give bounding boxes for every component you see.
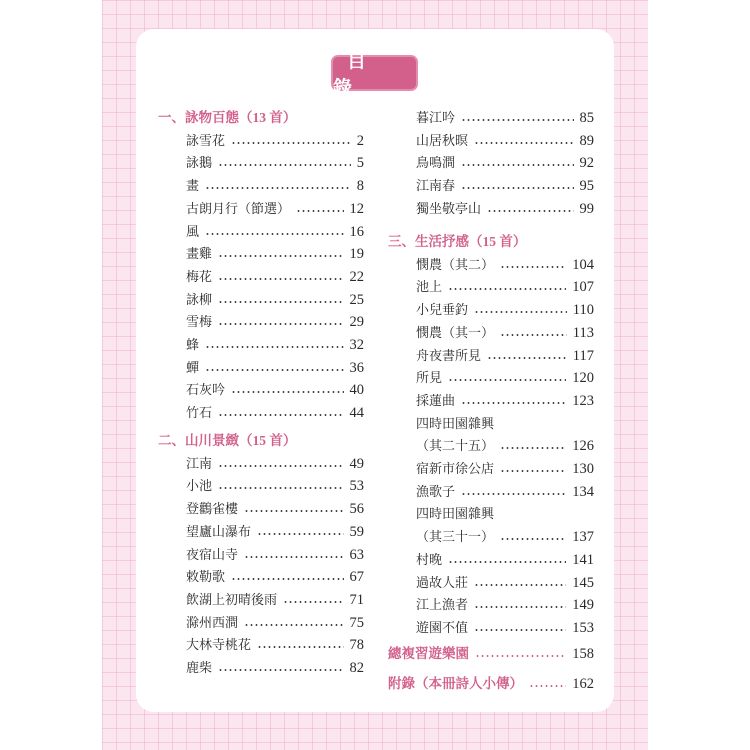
toc-entry: [416, 617, 594, 639]
toc-entry: [416, 276, 594, 298]
entry-title: 登鸛雀樓: [186, 501, 239, 517]
section-heading: 二、山川景緻（15 首）: [158, 433, 297, 448]
dot-leader: [244, 624, 343, 626]
toc-entry: [416, 152, 594, 174]
toc-title: 目 錄: [331, 55, 418, 91]
dot-leader: [461, 187, 573, 189]
toc-entry: [416, 322, 594, 344]
entry-title: 大林寺桃花: [186, 637, 252, 653]
entry-page-number: 120: [572, 370, 594, 387]
toc-entry: [416, 481, 594, 503]
entry-page-number: 63: [349, 546, 364, 563]
entry-title: 山居秋暝: [416, 132, 469, 148]
dot-leader: [244, 510, 343, 512]
dot-leader: [205, 346, 343, 348]
entry-page-number: 92: [579, 155, 594, 172]
toc-entry: [186, 379, 364, 401]
entry-page-number: 123: [572, 392, 594, 409]
entry-page-number: 5: [356, 155, 364, 172]
entry-title: 舟夜書所見: [416, 347, 482, 363]
dot-leader: [529, 685, 566, 687]
entry-page-number: 85: [579, 110, 594, 126]
entry-page-number: 56: [349, 501, 364, 518]
entry-page-number: 19: [349, 246, 364, 263]
dot-leader: [218, 465, 343, 467]
entry-page-number: 75: [349, 614, 364, 631]
toc-entry: [186, 289, 364, 311]
entry-title: 敕勒歌: [186, 569, 226, 585]
dot-leader: [500, 538, 566, 540]
entry-title: 畫雞: [186, 246, 213, 262]
toc-entry: [416, 299, 594, 321]
dot-leader: [500, 266, 566, 268]
entry-title: 夜宿山寺: [186, 546, 239, 562]
toc-entry: [416, 572, 594, 594]
toc-entry: [186, 589, 364, 611]
entry-title: 過故人莊: [416, 574, 469, 590]
toc-entry: [186, 521, 364, 543]
dot-leader: [500, 334, 567, 336]
toc-entry: [186, 266, 364, 288]
dot-leader: [244, 556, 343, 558]
entry-title: （其二十五）: [416, 438, 495, 454]
toc-entry: [416, 367, 594, 389]
entry-title: 鹿柴: [186, 660, 213, 675]
toc-entry: [186, 311, 364, 333]
dot-leader: [474, 629, 566, 631]
entry-page-number: 95: [579, 178, 594, 195]
toc-entry: [416, 198, 594, 220]
entry-title: 雪梅: [186, 314, 213, 330]
entry-title: 所見: [416, 370, 443, 386]
entry-page-number: 16: [349, 223, 364, 240]
entry-title: 江上漁者: [416, 597, 469, 613]
toc-entry: [186, 130, 364, 152]
entry-title: 遊園不值: [416, 619, 469, 635]
toc-entry: [186, 402, 364, 424]
dot-leader: [448, 379, 566, 381]
toc-entry: [186, 175, 364, 197]
entry-title: 四時田園雜興: [416, 415, 495, 431]
toc-entry: [186, 498, 364, 520]
entry-title: 飲湖上初晴後雨: [186, 591, 278, 607]
entry-page-number: 12: [349, 200, 364, 217]
dot-leader: [218, 669, 343, 671]
entry-page-number: 89: [579, 132, 594, 149]
entry-page-number: 137: [572, 529, 594, 546]
entry-page-number: 25: [349, 291, 364, 308]
entry-title: 蜂: [186, 337, 200, 352]
entry-title: （其三十一）: [416, 529, 495, 545]
entry-title: 池上: [416, 279, 443, 295]
dot-leader: [487, 210, 573, 212]
entry-title: 四時田園雜興: [416, 506, 495, 522]
entry-title: 採蓮曲: [416, 392, 456, 408]
entry-page-number: 107: [572, 279, 594, 296]
entry-title: 暮江吟: [416, 110, 456, 125]
dot-leader: [231, 391, 343, 393]
entry-page-number: 29: [349, 314, 364, 331]
dot-leader: [461, 493, 566, 495]
entry-title: 滁州西澗: [186, 614, 239, 630]
dot-leader: [218, 323, 343, 325]
dot-leader: [500, 447, 566, 449]
entry-page-number: 149: [572, 597, 594, 614]
section-heading: 三、生活抒感（15 首）: [388, 234, 527, 249]
entry-title: 江南春: [416, 178, 456, 194]
entry-page-number: 32: [349, 337, 364, 353]
toc-entry: [186, 634, 364, 656]
toc-entry: [186, 566, 364, 588]
toc-entry: [416, 175, 594, 197]
entry-page-number: 71: [349, 591, 364, 608]
entry-title: 蟬: [186, 359, 200, 375]
dot-leader: [461, 402, 566, 404]
dot-leader: [257, 646, 343, 648]
entry-page-number: 110: [572, 302, 594, 319]
toc-entry-appendix: [388, 673, 594, 695]
entry-page-number: 130: [572, 461, 594, 477]
entry-title: 獨坐敬亭山: [416, 200, 482, 216]
entry-title: 詠雪花: [186, 132, 226, 148]
dot-leader: [218, 301, 343, 303]
entry-title: 宿新市徐公店: [416, 461, 495, 476]
entry-title: 小兒垂釣: [416, 302, 469, 318]
entry-page-number: 8: [356, 178, 364, 195]
dot-leader: [218, 164, 351, 166]
entry-page-number: 53: [349, 478, 364, 495]
toc-entry: [186, 357, 364, 379]
toc-entry: [186, 544, 364, 566]
entry-page-number: 134: [572, 483, 594, 500]
toc-entry: [186, 612, 364, 634]
dot-leader: [474, 606, 566, 608]
entry-page-number: 2: [356, 132, 364, 149]
toc-entry: [416, 345, 594, 367]
entry-title: 漁歌子: [416, 483, 456, 499]
toc-entry: [186, 221, 364, 243]
dot-leader: [487, 357, 567, 359]
entry-title: 江南: [186, 455, 213, 471]
entry-page-number: 40: [349, 382, 364, 399]
toc-entry: [186, 198, 364, 220]
toc-entry: [416, 107, 594, 129]
dot-leader: [296, 210, 343, 212]
toc-entry: [186, 475, 364, 497]
toc-entry: [416, 413, 594, 435]
dot-leader: [283, 601, 343, 603]
toc-entry: [416, 549, 594, 571]
dot-leader: [218, 414, 343, 416]
toc-entry: [416, 503, 594, 525]
entry-page-number: 113: [572, 324, 594, 341]
dot-leader: [231, 142, 351, 144]
entry-page-number: 59: [349, 523, 364, 540]
entry-page-number: 49: [349, 455, 364, 472]
dot-leader: [448, 288, 566, 290]
toc-entry: [416, 526, 594, 548]
entry-title: 詠柳: [186, 291, 213, 307]
dot-leader: [461, 119, 573, 121]
entry-title: 鳥鳴澗: [416, 155, 456, 171]
dot-leader: [218, 487, 343, 489]
dot-leader: [500, 470, 566, 472]
entry-page-number: 104: [572, 256, 594, 273]
entry-title: 畫: [186, 178, 200, 194]
entry-title: 望廬山瀑布: [186, 523, 252, 539]
dot-leader: [461, 164, 573, 166]
dot-leader: [475, 655, 566, 657]
toc-entry: [416, 130, 594, 152]
entry-title: 憫農（其二）: [416, 256, 495, 272]
entry-title: 附錄（本冊詩人小傳）: [388, 676, 523, 691]
dot-leader: [257, 533, 343, 535]
dot-leader: [448, 561, 566, 563]
dot-leader: [231, 578, 343, 580]
entry-page-number: 126: [572, 438, 594, 455]
toc-entry: [186, 657, 364, 679]
toc-entry: [186, 243, 364, 265]
dot-leader: [474, 311, 567, 313]
entry-page-number: 158: [572, 646, 594, 662]
section-heading: 一、詠物百態（13 首）: [158, 110, 297, 125]
entry-page-number: 99: [579, 200, 594, 217]
entry-page-number: 141: [572, 551, 594, 568]
toc-entry: [416, 390, 594, 412]
entry-page-number: 78: [349, 637, 364, 654]
dot-leader: [474, 142, 573, 144]
entry-title: 村晚: [416, 551, 443, 567]
entry-page-number: 145: [572, 574, 594, 591]
toc-entry: [186, 453, 364, 475]
entry-title: 總複習遊樂園: [388, 646, 469, 661]
entry-page-number: 117: [572, 347, 594, 364]
entry-title: 古朗月行（節選）: [186, 200, 291, 216]
toc-entry: [186, 152, 364, 174]
toc-entry-review: [388, 643, 594, 665]
entry-title: 小池: [186, 478, 213, 494]
entry-page-number: 22: [349, 268, 364, 285]
toc-entry: [416, 594, 594, 616]
entry-title: 憫農（其一）: [416, 324, 495, 340]
dot-leader: [218, 278, 343, 280]
toc-entry: [416, 458, 594, 480]
entry-title: 詠鵝: [186, 155, 213, 171]
toc-entry: [416, 435, 594, 457]
dot-leader: [205, 233, 343, 235]
entry-page-number: 44: [349, 405, 364, 422]
entry-title: 風: [186, 223, 200, 239]
dot-leader: [205, 187, 351, 189]
toc-entry: [186, 334, 364, 356]
toc-entry: [416, 254, 594, 276]
dot-leader: [205, 369, 343, 371]
entry-page-number: 82: [349, 660, 364, 676]
entry-title: 石灰吟: [186, 382, 226, 398]
dot-leader: [218, 255, 343, 257]
entry-page-number: 67: [349, 569, 364, 586]
entry-page-number: 162: [572, 676, 594, 692]
entry-page-number: 153: [572, 619, 594, 636]
entry-title: 竹石: [186, 405, 213, 421]
dot-leader: [474, 584, 566, 586]
entry-page-number: 36: [349, 359, 364, 376]
entry-title: 梅花: [186, 268, 213, 284]
